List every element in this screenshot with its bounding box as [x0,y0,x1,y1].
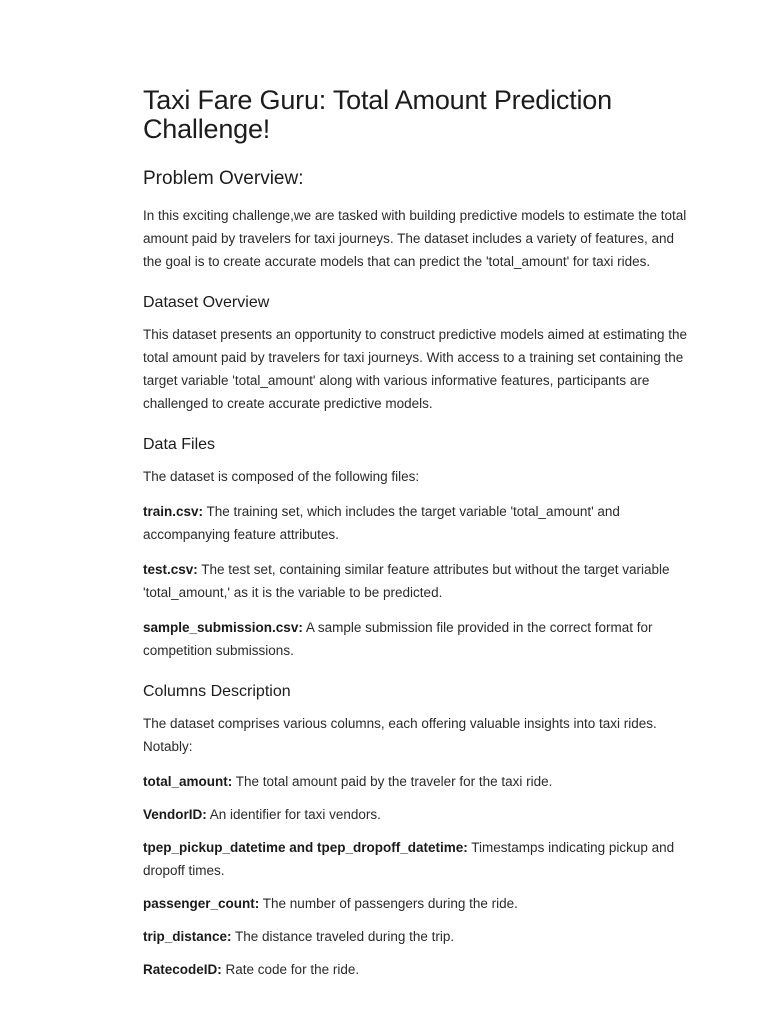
column-item-trip-distance [143,925,688,948]
column-description: Rate code for the ride. [221,962,360,977]
problem-overview-heading: Problem Overview: [143,168,304,189]
file-item-sample-submission [143,616,688,662]
file-term: sample_submission.csv: [143,620,303,635]
data-files-intro: The dataset is composed of the following files: [143,469,420,484]
column-term: passenger_count: [143,896,260,911]
file-item-test [143,558,688,604]
column-description: The total amount paid by the traveler for the taxi ride. [232,774,553,789]
dataset-overview-heading: Dataset Overview [143,294,270,311]
page-title: Taxi Fare Guru: Total Amount Prediction Challenge! [143,85,612,144]
file-description: The test set, containing similar feature attributes but without the target variable 'total_amount,' as it is the variable to be predicted. [143,562,670,600]
problem-overview-text: In this exciting challenge,we are tasked with building predictive models to estimate the total amount paid by travelers for taxi journeys. The dataset includes a variety of features, and the goal is to create accurate models that can predict the 'total_amount' for taxi rides. [143,208,687,269]
file-description: A sample submission file provided in the correct format for competition submissions. [143,620,653,658]
data-files-heading: Data Files [143,436,216,453]
column-item-passenger-count [143,892,688,915]
column-term: trip_distance: [143,929,232,944]
document-content [143,86,688,981]
column-description: Timestamps indicating pickup and dropoff times. [143,840,675,878]
dataset-overview-text: This dataset presents an opportunity to construct predictive models aimed at estimating the total amount paid by travelers for taxi journeys. With access to a training set containing the target variable 'total_amount' along with various informative features, participants are challenged to create accurate predictive models. [143,327,688,411]
column-item-pickup-dropoff-datetime [143,836,688,882]
column-term: total_amount: [143,774,233,789]
column-term: RatecodeID: [143,962,222,977]
column-description: The distance traveled during the trip. [231,929,455,944]
columns-description-heading: Columns Description [143,683,291,700]
column-item-vendorid [143,803,688,826]
column-item-ratecodeid [143,958,688,981]
columns-description-intro: The dataset comprises various columns, each offering valuable insights into taxi rides. Notably: [143,716,657,754]
file-term: train.csv: [143,504,204,519]
column-description: The number of passengers during the ride. [259,896,518,911]
file-term: test.csv: [143,562,198,577]
column-description: An identifier for taxi vendors. [206,807,381,822]
column-item-total-amount [143,770,688,793]
file-description: The training set, which includes the target variable 'total_amount' and accompanying feature attributes. [143,504,620,542]
file-item-train [143,500,688,546]
column-term: tpep_pickup_datetime and tpep_dropoff_datetime: [143,840,468,855]
column-term: VendorID: [143,807,207,822]
